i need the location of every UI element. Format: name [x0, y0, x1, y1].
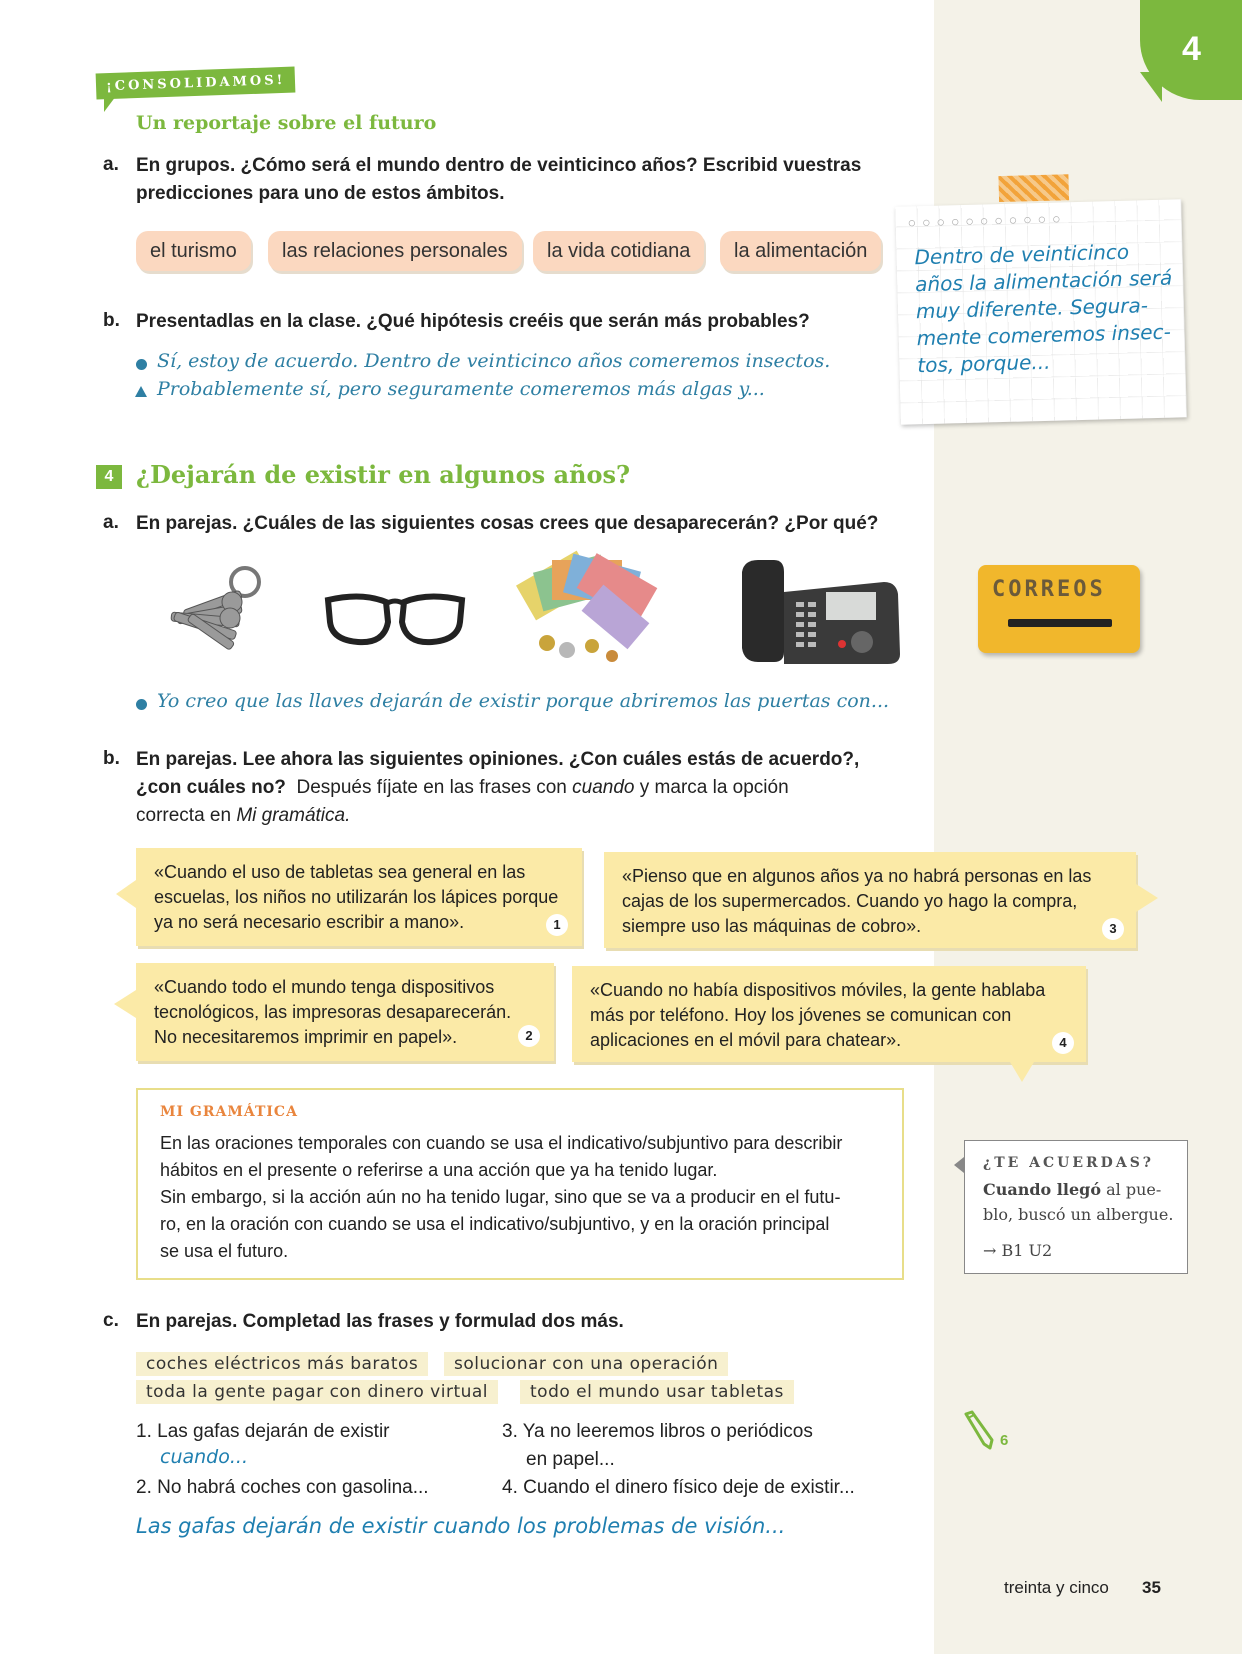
speaker-triangle-icon: [135, 386, 147, 397]
keys-icon: [150, 552, 270, 672]
section-b-instr: Después fíjate en las frases con: [296, 777, 567, 798]
handwritten-note: [895, 199, 1187, 424]
grammar-text: [160, 1130, 888, 1265]
spiral-rings-icon: ○○○○○○○○○○○: [907, 210, 1067, 231]
grammar-line: En las oraciones temporales con cuando se usa el indicativo/subjuntivo para describir: [160, 1133, 843, 1153]
item-text: No habrá coches con gasolina...: [157, 1477, 429, 1498]
section-a-label: a.: [103, 512, 119, 533]
word-chip: toda la gente pagar con dinero virtual: [136, 1380, 498, 1404]
item-text: Ya no leeremos libros o periódicos: [522, 1421, 813, 1442]
speaker-dot-icon: [136, 699, 147, 710]
reminder-tail: [954, 1157, 964, 1173]
section-b-label: b.: [103, 748, 120, 769]
note-line: años la alimentación será: [914, 265, 1173, 297]
opinion-number: 2: [518, 1025, 540, 1047]
mail-slot: [1008, 619, 1112, 627]
section-b-instr-end: y marca la opción: [639, 777, 789, 798]
topic-chip-vida-cotidiana: la vida cotidiana: [533, 231, 704, 271]
item-number: 3.: [502, 1421, 518, 1442]
grammar-line: ro, en la oración con cuando se usa el indicativo/subjuntivo, y en la oración principal: [160, 1214, 830, 1234]
section-c-label: c.: [103, 1310, 119, 1331]
mi-gramatica-ref: Mi gramática.: [236, 805, 351, 826]
opinion-line: «Cuando todo el mundo tenga dispositivos: [154, 977, 495, 997]
pencil-icon: [962, 1410, 996, 1450]
banknotes-icon: [512, 548, 662, 668]
reminder-box: [964, 1140, 1188, 1274]
opinion-line: tecnológicos, las impresoras desaparecerán.: [154, 1002, 512, 1022]
opinion-line: escuelas, los niños no utilizarán los lápices porque: [154, 887, 559, 907]
item-1: [136, 1418, 390, 1446]
item-number: 1.: [136, 1421, 152, 1442]
note-line: tos, porque...: [917, 349, 1051, 378]
grammar-title: MI GRAMÁTICA: [160, 1104, 298, 1120]
item-1-handwritten: cuando...: [160, 1446, 248, 1468]
page-number: 35: [1142, 1578, 1161, 1597]
opinion-line: siempre uso las máquinas de cobro».: [622, 916, 922, 936]
opinion-line: aplicaciones en el móvil para chatear».: [590, 1030, 902, 1050]
question-b-text: Presentadlas en la clase. ¿Qué hipótesis creéis que serán más probables?: [136, 311, 810, 332]
opinion-bubble-4: [572, 966, 1086, 1062]
item-number: 4.: [502, 1477, 518, 1498]
bubble-tail: [116, 880, 136, 908]
item-2: [136, 1474, 429, 1502]
example-sentence-2: Probablemente sí, pero seguramente comeremos más algas y...: [157, 378, 765, 400]
grammar-line: se usa el futuro.: [160, 1241, 289, 1261]
section-b-line2: [136, 774, 789, 802]
word-chip: coches eléctricos más baratos: [136, 1352, 428, 1376]
consolidamos-title: Un reportaje sobre el futuro: [136, 112, 437, 134]
item-4: [502, 1474, 855, 1502]
word-chip: solucionar con una operación: [444, 1352, 728, 1376]
item-text: Las gafas dejarán de existir: [157, 1421, 390, 1442]
item-3-continuation: en papel...: [526, 1449, 615, 1470]
word-chip: todo el mundo usar tabletas: [520, 1380, 794, 1404]
opinion-line: «Cuando el uso de tabletas sea general en las: [154, 862, 526, 882]
note-line: mente comeremos insec-: [916, 319, 1172, 351]
reminder-text-2: blo, buscó un albergue.: [983, 1205, 1174, 1224]
example-sentence-1: Sí, estoy de acuerdo. Dentro de veinticinco años comeremos insectos.: [157, 350, 831, 372]
bubble-tail: [114, 990, 136, 1018]
opinion-bubble-2: [136, 963, 554, 1061]
opinion-line: «Pienso que en algunos años ya no habrá personas en las: [622, 866, 1092, 886]
item-text: Cuando el dinero físico deje de existir...: [523, 1477, 855, 1498]
reminder-text: [983, 1177, 1179, 1227]
item-number: 2.: [136, 1477, 152, 1498]
grammar-line: hábitos en el presente o referirse a una acción que ya ha tenido lugar.: [160, 1160, 718, 1180]
opinion-bubble-3: [604, 852, 1136, 948]
glasses-icon: [322, 588, 468, 652]
question-b-label: b.: [103, 310, 120, 331]
mailbox-label: CORREOS: [992, 577, 1106, 602]
consolidamos-badge-tail: [104, 96, 116, 112]
mailbox-icon: [978, 565, 1140, 653]
section-b-line3: [136, 802, 350, 830]
handwritten-answer: Las gafas dejarán de existir cuando los problemas de visión...: [136, 1514, 786, 1538]
consolidamos-badge: ¡CONSOLIDAMOS!: [96, 67, 296, 100]
note-line: muy diferente. Segura-: [915, 293, 1149, 324]
opinion-number: 3: [1102, 918, 1124, 940]
reminder-title: ¿TE ACUERDAS?: [983, 1155, 1155, 1171]
reminder-reference: → B1 U2: [983, 1241, 1053, 1260]
topic-chip-alimentacion: la alimentación: [720, 231, 881, 271]
question-a-line1: En grupos. ¿Cómo será el mundo dentro de veinticinco años? Escribid vuestras: [136, 155, 862, 176]
grammar-box: [136, 1088, 904, 1280]
topic-chip-relaciones: las relaciones personales: [268, 231, 522, 271]
section-a-text: En parejas. ¿Cuáles de las siguientes cosas crees que desaparecerán? ¿Por qué?: [136, 513, 879, 534]
opinion-bubble-1: [136, 848, 582, 946]
opinion-line: «Cuando no había dispositivos móviles, la gente hablaba: [590, 980, 1046, 1000]
section-b-line3-text: correcta en: [136, 805, 232, 826]
grammar-line: Sin embargo, si la acción aún no ha tenido lugar, sino que se va a producir en el futu-: [160, 1187, 841, 1207]
section-b-line1: En parejas. Lee ahora las siguientes opiniones. ¿Con cuáles estás de acuerdo?,: [136, 749, 860, 770]
opinion-line: No necesitaremos imprimir en papel».: [154, 1027, 458, 1047]
item-3: [502, 1418, 813, 1446]
section-number: 4: [96, 465, 122, 489]
reminder-bold: Cuando llegó: [983, 1180, 1101, 1199]
section-b-bold: ¿con cuáles no?: [136, 777, 286, 798]
telephone-icon: [734, 552, 904, 668]
note-text: [914, 237, 1177, 379]
page-number-words: treinta y cinco: [1004, 1578, 1109, 1597]
reminder-text-1: al pue-: [1106, 1180, 1162, 1199]
section-c-text: En parejas. Completad las frases y formulad dos más.: [136, 1311, 624, 1332]
question-a-line2: predicciones para uno de estos ámbitos.: [136, 183, 505, 204]
example-sentence-a: Yo creo que las llaves dejarán de existir porque abriremos las puertas con...: [157, 690, 890, 712]
tape-icon: [998, 174, 1069, 202]
question-a-label: a.: [103, 154, 119, 175]
speaker-dot-icon: [136, 359, 147, 370]
opinion-line: ya no será necesario escribir a mano».: [154, 912, 465, 932]
section-title: ¿Dejarán de existir en algunos años?: [136, 460, 631, 489]
topic-chip-turismo: el turismo: [136, 231, 251, 271]
unit-number: 4: [1182, 30, 1201, 68]
note-line: Dentro de veinticinco: [914, 239, 1130, 270]
unit-tab-tail: [1140, 72, 1162, 102]
opinion-line: más por teléfono. Hoy los jóvenes se comunican con: [590, 1005, 1012, 1025]
opinion-line: cajas de los supermercados. Cuando yo hago la compra,: [622, 891, 1078, 911]
cuando-word: cuando: [572, 777, 635, 798]
exercise-reference: 6: [1000, 1432, 1009, 1449]
bubble-tail: [1010, 1062, 1034, 1082]
opinion-number: 4: [1052, 1032, 1074, 1054]
opinion-number: 1: [546, 914, 568, 936]
bubble-tail: [1136, 884, 1158, 912]
